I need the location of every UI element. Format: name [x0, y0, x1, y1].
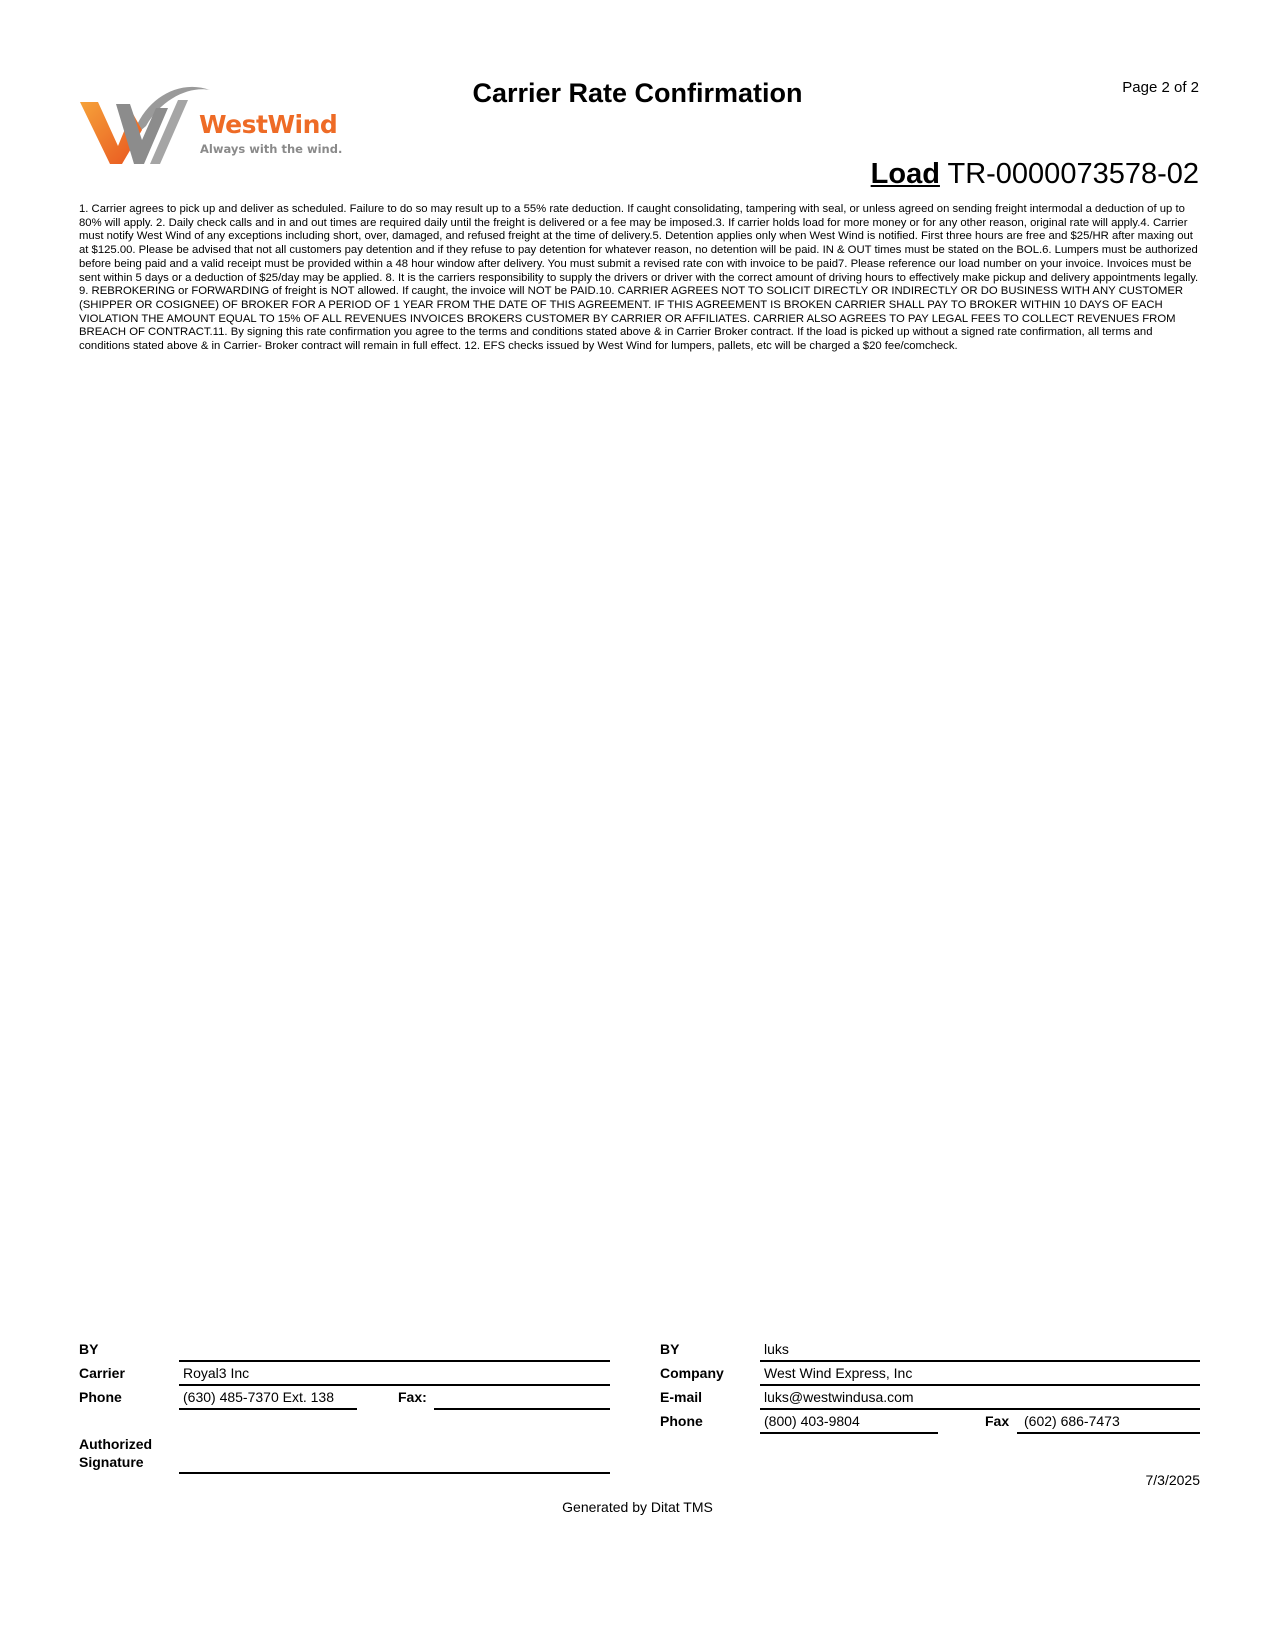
document-title: Carrier Rate Confirmation: [472, 78, 803, 108]
signature-label-line2: Signature: [79, 1454, 144, 1470]
load-label: Load: [870, 158, 940, 190]
broker-company-line: [760, 1384, 1200, 1386]
broker-email-line: [760, 1408, 1200, 1410]
brand-name: WestWind: [199, 110, 338, 139]
carrier-name-line: [179, 1384, 610, 1386]
carrier-label: Carrier: [79, 1365, 125, 1381]
broker-by-value: luks: [764, 1341, 789, 1357]
broker-email: luks@westwindusa.com: [764, 1389, 914, 1405]
signature-line: [179, 1472, 610, 1474]
carrier-fax-line: [434, 1408, 610, 1410]
footer-generated-by: Generated by Ditat TMS: [562, 1499, 713, 1515]
carrier-phone-label: Phone: [79, 1389, 122, 1405]
load-number: TR-0000073578-02: [947, 158, 1199, 190]
terms-and-conditions: 1. Carrier agrees to pick up and deliver as scheduled. Failure to do so may result up to a 55% rate deduction. If caught consolidating, tampering with seal, or unless agreed on sending freight intermodal a deduction of up to 80% will apply. 2. Daily check calls and in and out times are required daily until the freight is delivered or a fee may be imposed.3. If carrier holds load for more money or for any other reason, original rate will apply.4. Carrier must notify West Wind of any exceptions including short, over, damaged, and refused freight at the time of delivery.5. Detention applies only when West Wind is notified. First three hours are free and $25/HR after maxing out at $125.00. Please be advised that not all customers pay detention and if they refuse to pay detention for whatever reason, no detention will be paid. IN & OUT times must be stated on the BOL.6. Lumpers must be authorized before being paid and a valid receipt must be provided within a 48 hour window after delivery. You must submit a revised rate con with invoice to be paid7. Please reference our load number on your invoice. Invoices must be sent within 5 days or a deduction of $25/day may be applied. 8. It is the carriers responsibility to supply the drivers or driver with the correct amount of driving hours to effectively make pickup and delivery appointments legally. 9. REBROKERING or FORWARDING of freight is NOT allowed. If caught, the invoice will NOT be PAID.10. CARRIER AGREES NOT TO SOLICIT DIRECTLY OR INDIRECTLY OR DO BUSINESS WITH ANY CUSTOMER (SHIPPER OR COSIGNEE) OF BROKER FOR A PERIOD OF 1 YEAR FROM THE DATE OF THIS AGREEMENT. IF THIS AGREEMENT IS BROKEN CARRIER SHALL PAY TO BROKER WITHIN 10 DAYS OF EACH VIOLATION THE AMOUNT EQUAL TO 15% OF ALL REVENUES INVOICES BROKERS CUSTOMER BY CARRIER OR AFFILIATES. CARRIER ALSO AGREES TO PAY LEGAL FEES TO COLLECT REVENUES FROM BREACH OF CONTRACT.11. By signing this rate confirmation you agree to the terms and conditions stated above & in Carrier Broker contract. If the load is picked up without a signed rate confirmation, all terms and conditions stated above & in Carrier- Broker contract will remain in full effect. 12. EFS checks issued by West Wind for lumpers, pallets, etc will be charged a $20 fee/comcheck.: [79, 203, 1199, 353]
broker-email-label: E-mail: [660, 1389, 703, 1405]
broker-fax-label: Fax: [985, 1413, 1010, 1429]
broker-by-line: [760, 1360, 1200, 1362]
document-date: 7/3/2025: [1145, 1472, 1200, 1488]
signature-label-line1: Authorized: [79, 1436, 153, 1452]
broker-company: West Wind Express, Inc: [764, 1365, 913, 1381]
carrier-by-line: [179, 1360, 610, 1362]
broker-fax: (602) 686-7473: [1024, 1413, 1120, 1429]
carrier-phone: (630) 485-7370 Ext. 138: [183, 1389, 334, 1405]
page-indicator: Page 2 of 2: [1122, 79, 1199, 96]
carrier-by-label: BY: [79, 1341, 99, 1357]
carrier-fax-label: Fax:: [398, 1389, 427, 1405]
broker-fax-line: [1017, 1432, 1200, 1434]
broker-company-label: Company: [660, 1365, 724, 1381]
carrier-phone-line: [179, 1408, 357, 1410]
broker-phone-label: Phone: [660, 1413, 703, 1429]
broker-phone-line: [760, 1432, 938, 1434]
broker-by-label: BY: [660, 1341, 680, 1357]
broker-phone: (800) 403-9804: [764, 1413, 860, 1429]
brand-tagline: Always with the wind.: [200, 142, 343, 156]
load-number-line: [871, 158, 1199, 191]
carrier-name: Royal3 Inc: [183, 1365, 250, 1381]
